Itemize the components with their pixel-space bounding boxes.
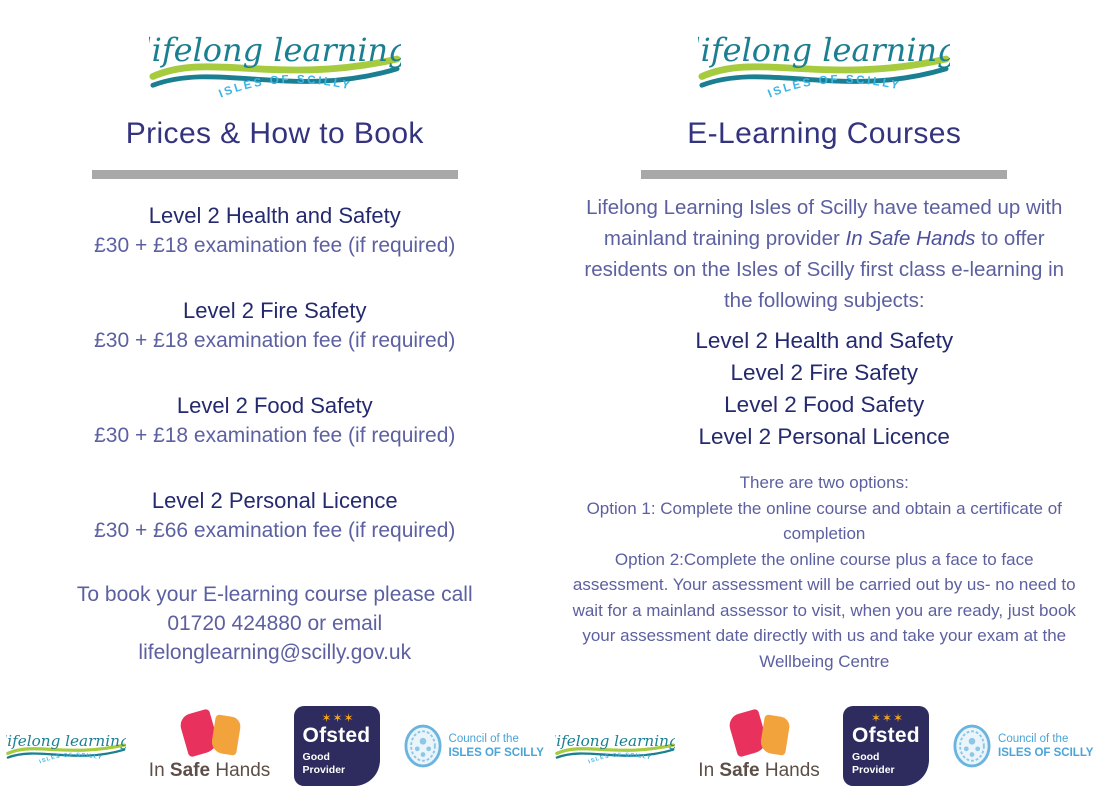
ofsted-rating-line1: Good [852,751,880,763]
ofsted-rating-line2: Provider [302,764,346,776]
option-1-text: Option 1: Complete the online course and obtain a certificate of completion [586,498,1062,543]
in-safe-hands-label [149,760,270,782]
ofsted-rating [852,751,923,777]
course-name: Level 2 Food Safety [176,393,373,418]
ish-orange-shape [759,714,791,756]
ofsted-rating [303,751,374,777]
course-block [0,390,550,451]
divider-bar [641,170,1007,179]
booking-email: lifelonglearning@scilly.gov.uk [138,641,412,664]
ish-word-hands: Hands [210,760,271,781]
lifelong-learning-small-logo-icon [555,722,675,770]
course-price: £30 + £18 examination fee (if required) [94,234,456,257]
lifelong-learning-logo [550,12,1099,115]
council-line2: ISLES OF SCILLY [998,747,1094,759]
intro-provider-name: In Safe Hands [845,227,976,250]
course-list-item: Level 2 Fire Safety [730,360,919,385]
options-section [571,470,1077,674]
council-line2: ISLES OF SCILLY [448,747,544,759]
ofsted-stars-icon: ✶✶✶ [321,711,355,725]
intro-paragraph [580,192,1068,316]
option-2-text: Option 2:Complete the online course plus a face to face assessment. Your assessment will be carried out by us- no need to wait for a mainland assessor to visit, when you are ready, just book your assessment date directly with us and take your exam at the Wellbeing Centre [572,549,1076,671]
lifelong-learning-logo [0,12,550,115]
ish-orange-shape [210,714,242,756]
ofsted-logo [843,706,929,786]
council-label [449,732,544,760]
booking-instructions [0,580,550,667]
footer-logos [550,706,1099,786]
council-logo [953,724,1093,768]
booking-line: To book your E-learning course please call [76,583,473,606]
course-list-item: Level 2 Health and Safety [695,328,954,353]
ofsted-logo [294,706,380,786]
intro-text-after: to offer residents on the Isles of Scilly first class e-learning in the following subjects: [584,227,1065,312]
divider-bar [92,170,458,179]
in-safe-hands-icon [175,710,245,758]
council-seal-icon [404,724,442,768]
intro-text-before: Lifelong Learning Isles of Scilly have teamed up with mainland training provider [586,196,1063,250]
course-price: £30 + £66 examination fee (if required) [94,519,456,542]
footer-logos [0,706,550,786]
page-title: E-Learning Courses [687,117,962,150]
ish-word-in: In [148,760,170,781]
options-intro: There are two options: [739,473,909,492]
course-price: £30 + £18 examination fee (if required) [94,424,456,447]
council-logo [404,724,544,768]
course-block [0,200,550,261]
booking-phone: 01720 424880 or email [167,612,383,635]
council-seal-icon [953,724,991,768]
course-block [0,485,550,546]
ish-word-in: In [698,760,720,781]
course-block [0,295,550,356]
panel-elearning [550,0,1099,794]
ish-word-safe: Safe [169,760,211,781]
course-name: Level 2 Health and Safety [148,203,401,228]
in-safe-hands-logo [150,710,270,782]
ofsted-rating-line1: Good [302,751,330,763]
in-safe-hands-icon [724,710,794,758]
ofsted-name: Ofsted [302,724,371,747]
course-name: Level 2 Fire Safety [183,298,367,323]
council-line1: Council of the [998,733,1069,745]
price-list [0,200,550,546]
lifelong-learning-logo-icon [698,12,950,110]
course-list [550,325,1099,453]
lifelong-learning-small-logo-icon [6,722,126,770]
in-safe-hands-label [698,760,819,782]
course-name: Level 2 Personal Licence [151,488,398,513]
ofsted-stars-icon: ✶✶✶ [870,711,905,725]
ish-word-safe: Safe [719,760,760,781]
course-list-item: Level 2 Food Safety [724,392,925,417]
in-safe-hands-logo [699,710,819,782]
lifelong-learning-logo-icon [149,12,401,110]
course-list-item: Level 2 Personal Licence [698,424,950,449]
council-label [998,732,1093,760]
council-line1: Council of the [448,733,519,745]
course-price: £30 + £18 examination fee (if required) [94,329,456,352]
page-title: Prices & How to Book [125,117,424,150]
ofsted-name: Ofsted [852,724,920,747]
ofsted-rating-line2: Provider [852,764,895,776]
ish-word-hands: Hands [759,760,820,781]
